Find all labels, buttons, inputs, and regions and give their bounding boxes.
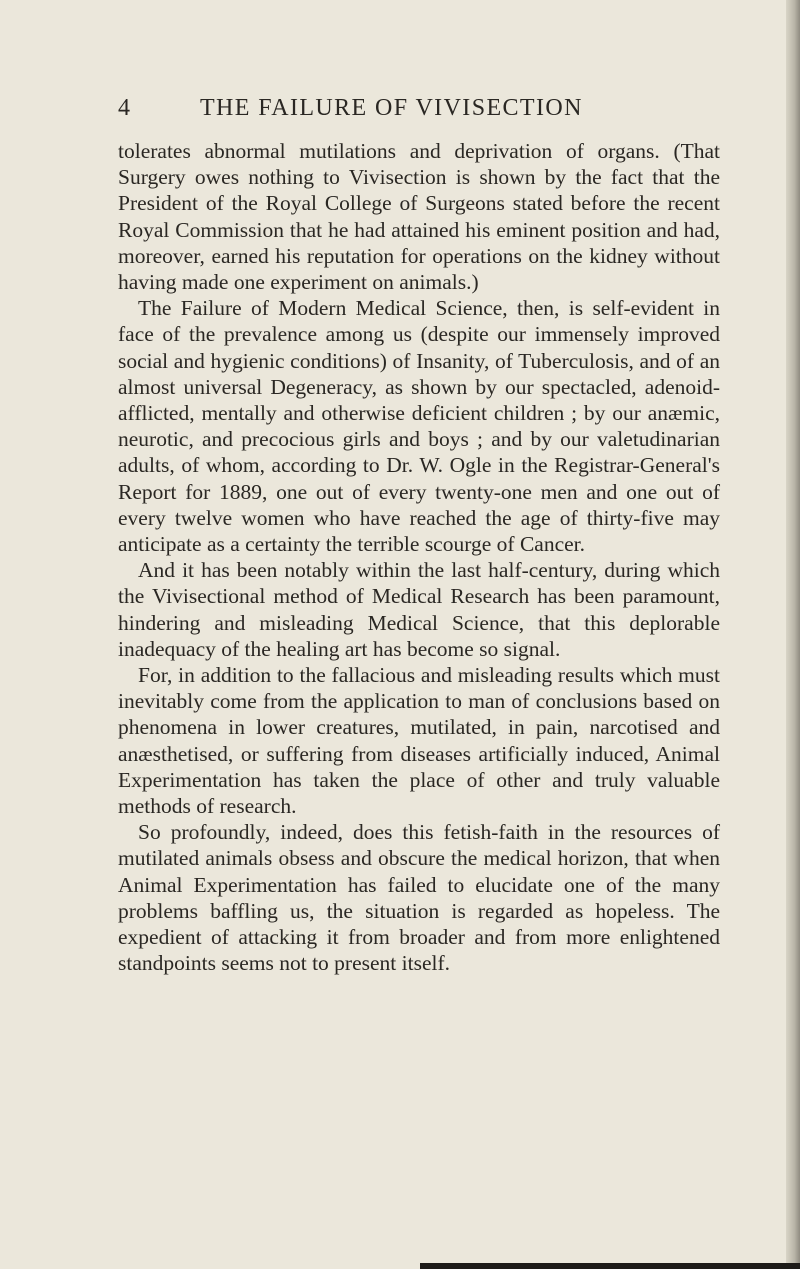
paragraph-5: So profoundly, indeed, does this fetish-faith in the resources of mutilated animals obsess and obscure the medical horizon, that when Animal Experimentation has failed to elucidate one of the many problems baffling us, the situation is regarded as hopeless. The expedient of attacking it from broader and from more enlightened standpoints seems not to present itself. [118, 820, 720, 976]
page-header [118, 90, 718, 126]
paragraph-2: The Failure of Modern Medical Science, then, is self-evident in face of the prevalence among us (despite our immensely improved social and hygienic conditions) of Insanity, of Tuberculosis, and of an almost universal Degeneracy, as shown by our spectacled, adenoid-afflicted, mentally and otherwise deficient children ; by our anæmic, neurotic, and precocious girls and boys ; and by our valetudinarian adults, of whom, according to Dr. W. Ogle in the Registrar-General's Report for 1889, one out of every twenty-one men and one out of every twelve women who have reached the age of thirty-five may anticipate as a certainty the terrible scourge of Cancer. [118, 296, 720, 557]
paragraph-4: For, in addition to the fallacious and misleading results which must inevitably come from the application to man of conclusions based on phenomena in lower creatures, mutilated, in pain, narcotised and anæsthetised, or suffering from diseases artificially induced, Animal Experimentation has taken the place of other and truly valuable methods of research. [118, 663, 720, 819]
page-edge-shadow [786, 0, 800, 1269]
paragraph-1: tolerates abnormal mutilations and deprivation of organs. (That Surgery owes nothing to Vivisection is shown by the fact that the President of the Royal College of Surgeons stated before the recent Royal Commission that he had attained his eminent position and had, moreover, earned his reputation for operations on the kidney without having made one experiment on animals.) [118, 139, 720, 295]
running-title: THE FAILURE OF VIVISECTION [200, 95, 583, 121]
paragraph-3: And it has been notably within the last half-century, during which the Vivisectional method of Medical Research has been paramount, hindering and misleading Medical Science, that this deplorable inadequacy of the healing art has become so signal. [118, 558, 720, 661]
page-number: 4 [118, 95, 130, 121]
bottom-edge-rule [420, 1263, 800, 1269]
body-text [118, 138, 720, 977]
